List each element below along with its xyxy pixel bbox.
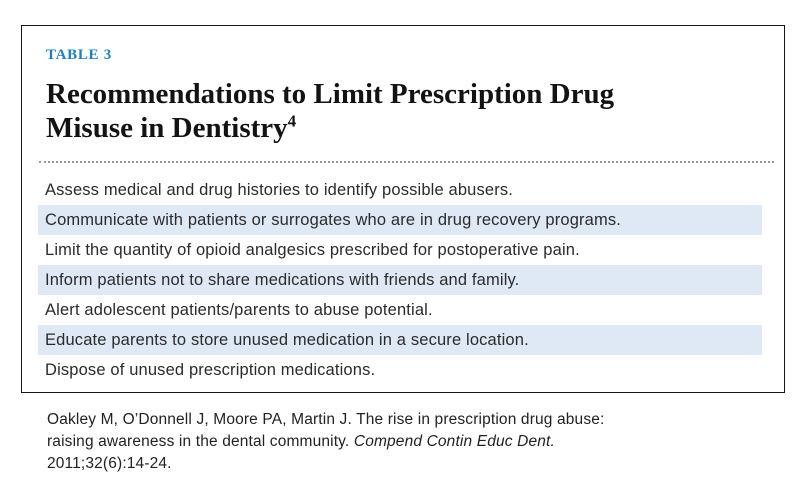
journal-name-italic: Compend Contin Educ Dent. <box>353 433 555 450</box>
row-text: Communicate with patients or surrogates who are in drug recovery programs. <box>45 210 622 229</box>
footnote-reference-superscript: 4 <box>287 111 297 131</box>
row-text: Assess medical and drug histories to identify possible abusers. <box>45 180 514 199</box>
table-row <box>38 295 762 325</box>
table-row <box>38 235 762 265</box>
table-row <box>38 355 762 385</box>
table-title <box>46 77 760 145</box>
row-text: Educate parents to store unused medication in a secure location. <box>45 330 529 349</box>
row-text: Dispose of unused prescription medications. <box>45 360 376 379</box>
table-row <box>38 265 762 295</box>
table-row <box>38 175 762 205</box>
citation-line-3: 2011;32(6):14-24. <box>47 455 172 472</box>
table-row <box>38 325 762 355</box>
row-text: Alert adolescent patients/parents to abuse potential. <box>45 300 433 319</box>
recommendation-rows <box>22 175 784 385</box>
table-title-line-2: Misuse in Dentistry <box>46 112 288 144</box>
table-title-line-1: Recommendations to Limit Prescription Drug <box>46 78 615 110</box>
row-text: Inform patients not to share medications with friends and family. <box>45 270 520 289</box>
citation <box>47 409 604 475</box>
citation-line-2 <box>47 431 604 453</box>
table-row <box>38 205 762 235</box>
row-text: Limit the quantity of opioid analgesics prescribed for postoperative pain. <box>45 240 580 259</box>
dotted-divider <box>39 161 774 163</box>
citation-line-1: Oakley M, O’Donnell J, Moore PA, Martin J. The rise in prescription drug abuse: <box>47 411 605 428</box>
table-card <box>21 25 785 393</box>
table-title-line-2-wrap <box>46 111 760 145</box>
table-number-label: TABLE 3 <box>46 47 112 63</box>
citation-line-2-text: raising awareness in the dental community. <box>47 433 350 450</box>
